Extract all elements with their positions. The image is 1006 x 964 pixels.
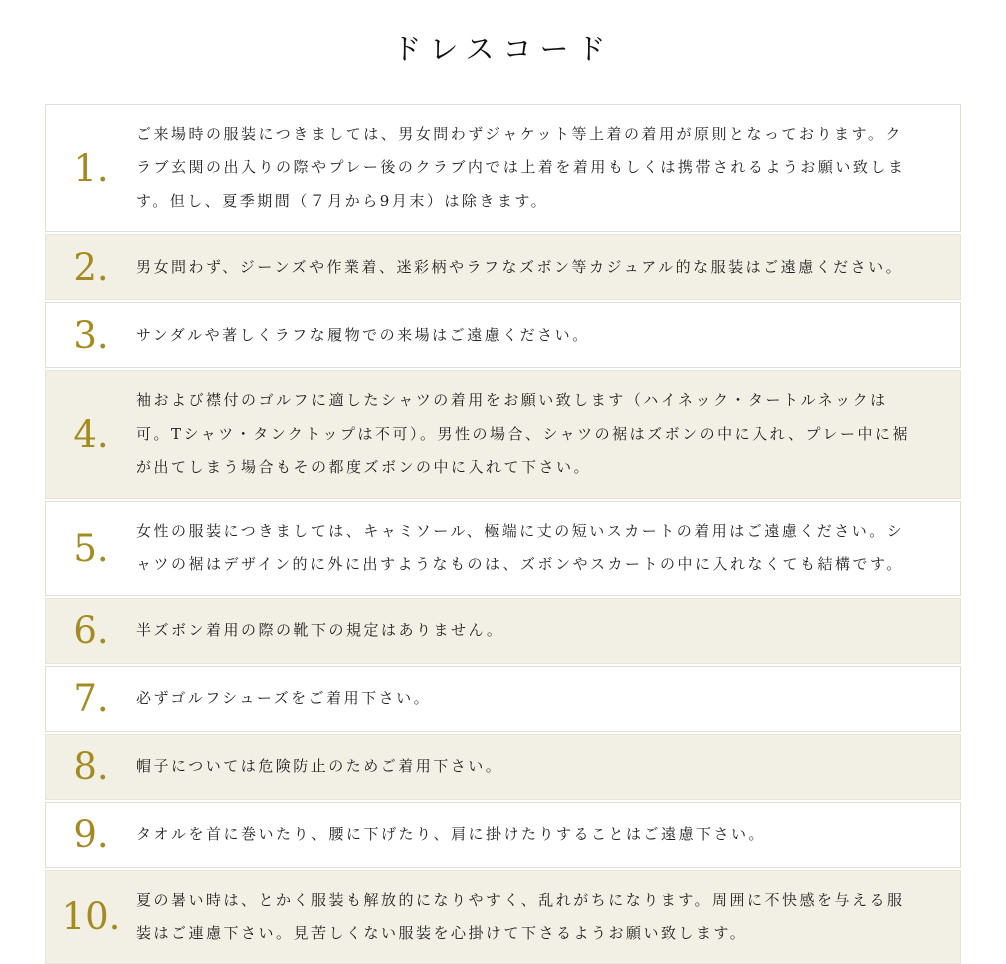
rule-text: 必ずゴルフシューズをご着用下さい。	[136, 682, 960, 715]
rule-text: 半ズボン着用の際の靴下の規定はありません。	[136, 614, 960, 647]
rule-text: サンダルや著しくラフな履物での来場はご遠慮ください。	[136, 319, 960, 352]
rule-number: 2.	[46, 249, 136, 286]
rule-number: 9.	[46, 816, 136, 853]
rule-row-9	[45, 802, 961, 868]
rule-number: 10.	[46, 898, 136, 935]
page-title: ドレスコード	[0, 27, 1006, 68]
rule-text: 袖および襟付のゴルフに適したシャツの着用をお願い致します（ハイネック・タートルネックは可。Tシャツ・タンクトップは不可）。男性の場合、シャツの裾はズボンの中に入れ、プレー中に裾が出てしまう場合もその都度ズボンの中に入れて下さい。	[136, 384, 960, 484]
rule-number: 5.	[46, 530, 136, 567]
rule-text: 帽子については危険防止のためご着用下さい。	[136, 750, 960, 783]
rule-row-10	[45, 870, 961, 964]
rule-number: 6.	[46, 612, 136, 649]
rule-text: ご来場時の服装につきましては、男女問わずジャケット等上着の着用が原則となっております。クラブ玄関の出入りの際やプレー後のクラブ内では上着を着用もしくは携帯されるようお願い致します。但し、夏季期間（７月から9月末）は除きます。	[136, 118, 960, 218]
rule-row-8	[45, 734, 961, 800]
rule-row-4	[45, 370, 961, 498]
rule-row-6	[45, 598, 961, 664]
rule-text: 女性の服装につきましては、キャミソール、極端に丈の短いスカートの着用はご遠慮ください。シャツの裾はデザイン的に外に出すようなものは、ズボンやスカートの中に入れなくても結構です。	[136, 515, 960, 582]
rule-row-2	[45, 234, 961, 300]
rule-text: 男女問わず、ジーンズや作業着、迷彩柄やラフなズボン等カジュアル的な服装はご遠慮ください。	[136, 251, 960, 284]
rule-text: 夏の暑い時は、とかく服装も解放的になりやすく、乱れがちになります。周囲に不快感を与える服装はご連慮下さい。見苦しくない服装を心掛けて下さるようお願い致します。	[136, 884, 960, 951]
rule-number: 1.	[46, 150, 136, 187]
rule-row-1	[45, 104, 961, 232]
rule-number: 7.	[46, 680, 136, 717]
rule-number: 3.	[46, 317, 136, 354]
rule-row-5	[45, 501, 961, 596]
rule-row-3	[45, 302, 961, 368]
rule-text: タオルを首に巻いたり、腰に下げたり、肩に掛けたりすることはご遠慮下さい。	[136, 818, 960, 851]
dress-code-rules-list	[45, 104, 961, 964]
rule-number: 8.	[46, 748, 136, 785]
rule-number: 4.	[46, 416, 136, 453]
rule-row-7	[45, 666, 961, 732]
